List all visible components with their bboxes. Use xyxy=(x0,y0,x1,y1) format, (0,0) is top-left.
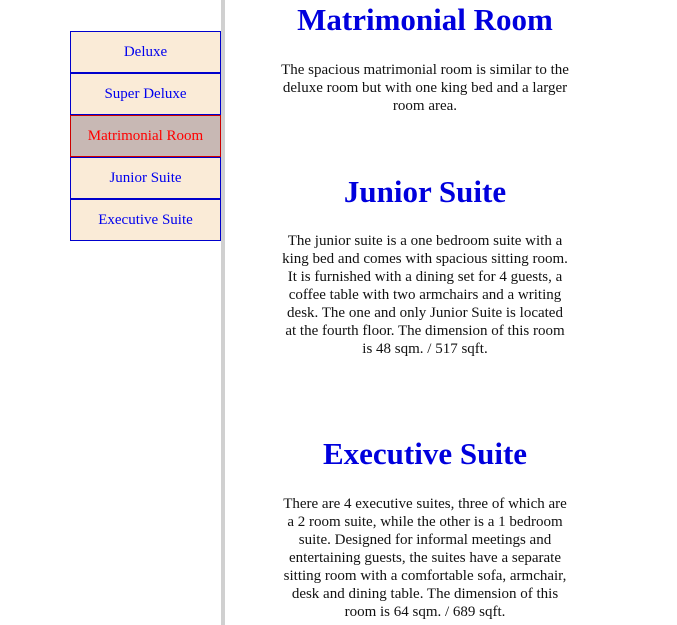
main-content[interactable] xyxy=(225,0,677,625)
section-matrimonial-room xyxy=(280,1,570,115)
nav-item-matrimonial-room[interactable]: Matrimonial Room xyxy=(70,115,221,157)
section-executive-suite xyxy=(280,435,570,621)
section-title: Matrimonial Room xyxy=(297,2,553,37)
section-description: The junior suite is a one bedroom suite with a king bed and comes with spacious sitting room. It is furnished with a dining set for 4 guests, a coffee table with two armchairs and a writing desk. The one and only Junior Suite is located at the fourth floor. The dimension of this room is 48 sqm. / 517 sqft. xyxy=(282,233,568,357)
nav-item-executive-suite[interactable]: Executive Suite xyxy=(70,199,221,241)
nav-item-junior-suite[interactable]: Junior Suite xyxy=(70,157,221,199)
nav-item-super-deluxe[interactable]: Super Deluxe xyxy=(70,73,221,115)
sidebar xyxy=(0,0,221,625)
section-description: There are 4 executive suites, three of which are a 2 room suite, while the other is a 1 bedroom suite. Designed for informal meetings and entertaining guests, the suites have a separate sitting room with a comfortable sofa, armchair, desk and dining table. The dimension of this room is 64 sqm. / 689 sqft. xyxy=(283,496,567,620)
section-description: The spacious matrimonial room is similar to the deluxe room but with one king bed and a larger room area. xyxy=(281,62,569,114)
section-title: Junior Suite xyxy=(343,174,507,209)
room-nav xyxy=(70,31,221,241)
nav-item-deluxe[interactable]: Deluxe xyxy=(70,31,221,73)
section-title: Executive Suite xyxy=(322,436,528,471)
section-junior-suite xyxy=(280,173,570,358)
